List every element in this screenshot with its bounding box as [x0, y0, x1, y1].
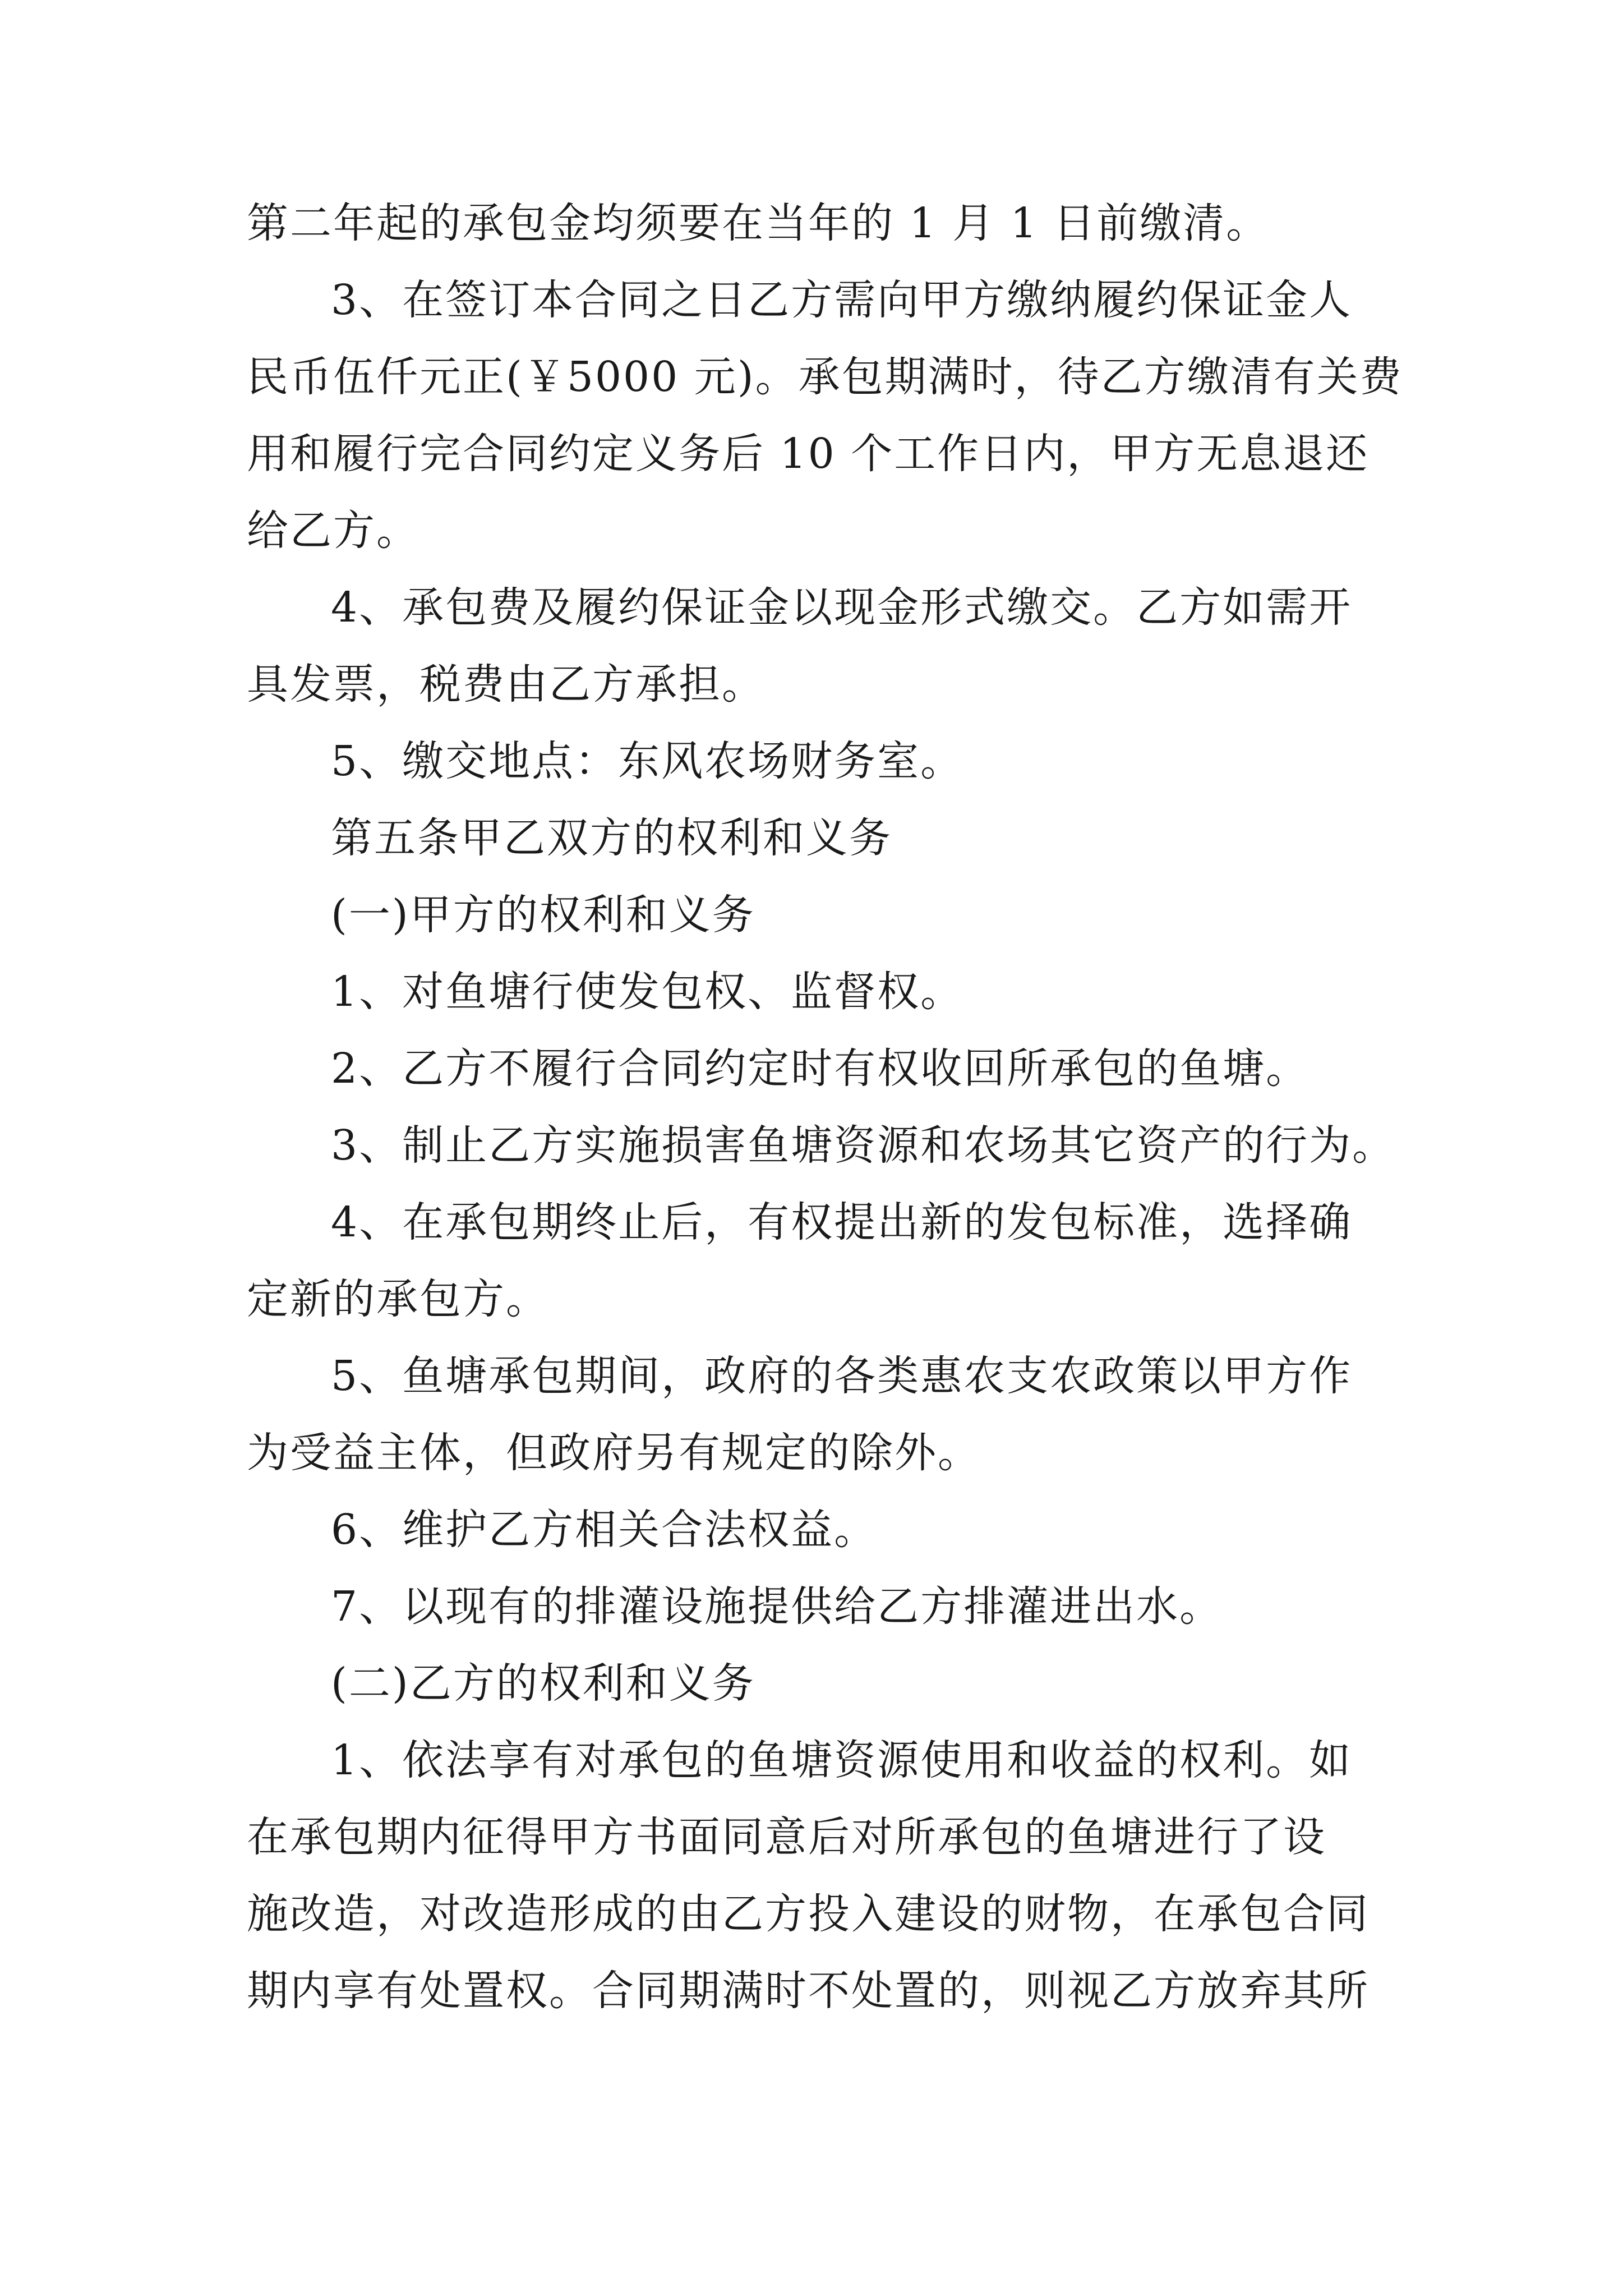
text-line: 为受益主体，但政府另有规定的除外。: [247, 1429, 981, 1477]
text-line: 具发票，税费由乙方承担。: [247, 660, 765, 708]
text-line: 6、维护乙方相关合法权益。: [331, 1506, 878, 1554]
section-heading: 第五条甲乙双方的权利和义务: [331, 814, 892, 862]
subsection-heading: (一)甲方的权利和义务: [331, 891, 755, 939]
text-line: 4、在承包期终止后，有权提出新的发包标准，选择确: [331, 1198, 1353, 1246]
text-line: 5、缴交地点：东风农场财务室。: [331, 737, 964, 785]
text-line: 给乙方。: [247, 507, 419, 555]
text-line: 第二年起的承包金均须要在当年的 1 月 1 日前缴清。: [247, 199, 1270, 247]
text-line: 7、以现有的排灌设施提供给乙方排灌进出水。: [331, 1582, 1223, 1631]
text-line: 定新的承包方。: [247, 1275, 549, 1323]
text-line: 2、乙方不履行合同约定时有权收回所承包的鱼塘。: [331, 1045, 1310, 1093]
text-line: 施改造，对改造形成的由乙方投入建设的财物，在承包合同: [247, 1890, 1370, 1938]
text-line: 期内享有处置权。合同期满时不处置的，则视乙方放弃其所: [247, 1967, 1370, 2015]
text-line: 民币伍仟元正(￥5000 元)。承包期满时，待乙方缴清有关费: [247, 353, 1403, 401]
text-line: 5、鱼塘承包期间，政府的各类惠农支农政策以甲方作: [331, 1352, 1353, 1400]
subsection-heading: (二)乙方的权利和义务: [331, 1659, 755, 1708]
text-line: 3、制止乙方实施损害鱼塘资源和农场其它资产的行为。: [331, 1121, 1396, 1170]
text-line: 在承包期内征得甲方书面同意后对所承包的鱼塘进行了设: [247, 1813, 1326, 1861]
text-line: 1、对鱼塘行使发包权、监督权。: [331, 968, 964, 1016]
text-line: 3、在签订本合同之日乙方需向甲方缴纳履约保证金人: [331, 276, 1353, 324]
text-line: 用和履行完合同约定义务后 10 个工作日内，甲方无息退还: [247, 430, 1370, 478]
text-line: 4、承包费及履约保证金以现金形式缴交。乙方如需开: [331, 583, 1353, 632]
text-line: 1、依法享有对承包的鱼塘资源使用和收益的权利。如: [331, 1736, 1353, 1784]
document-body: [247, 185, 1403, 2030]
